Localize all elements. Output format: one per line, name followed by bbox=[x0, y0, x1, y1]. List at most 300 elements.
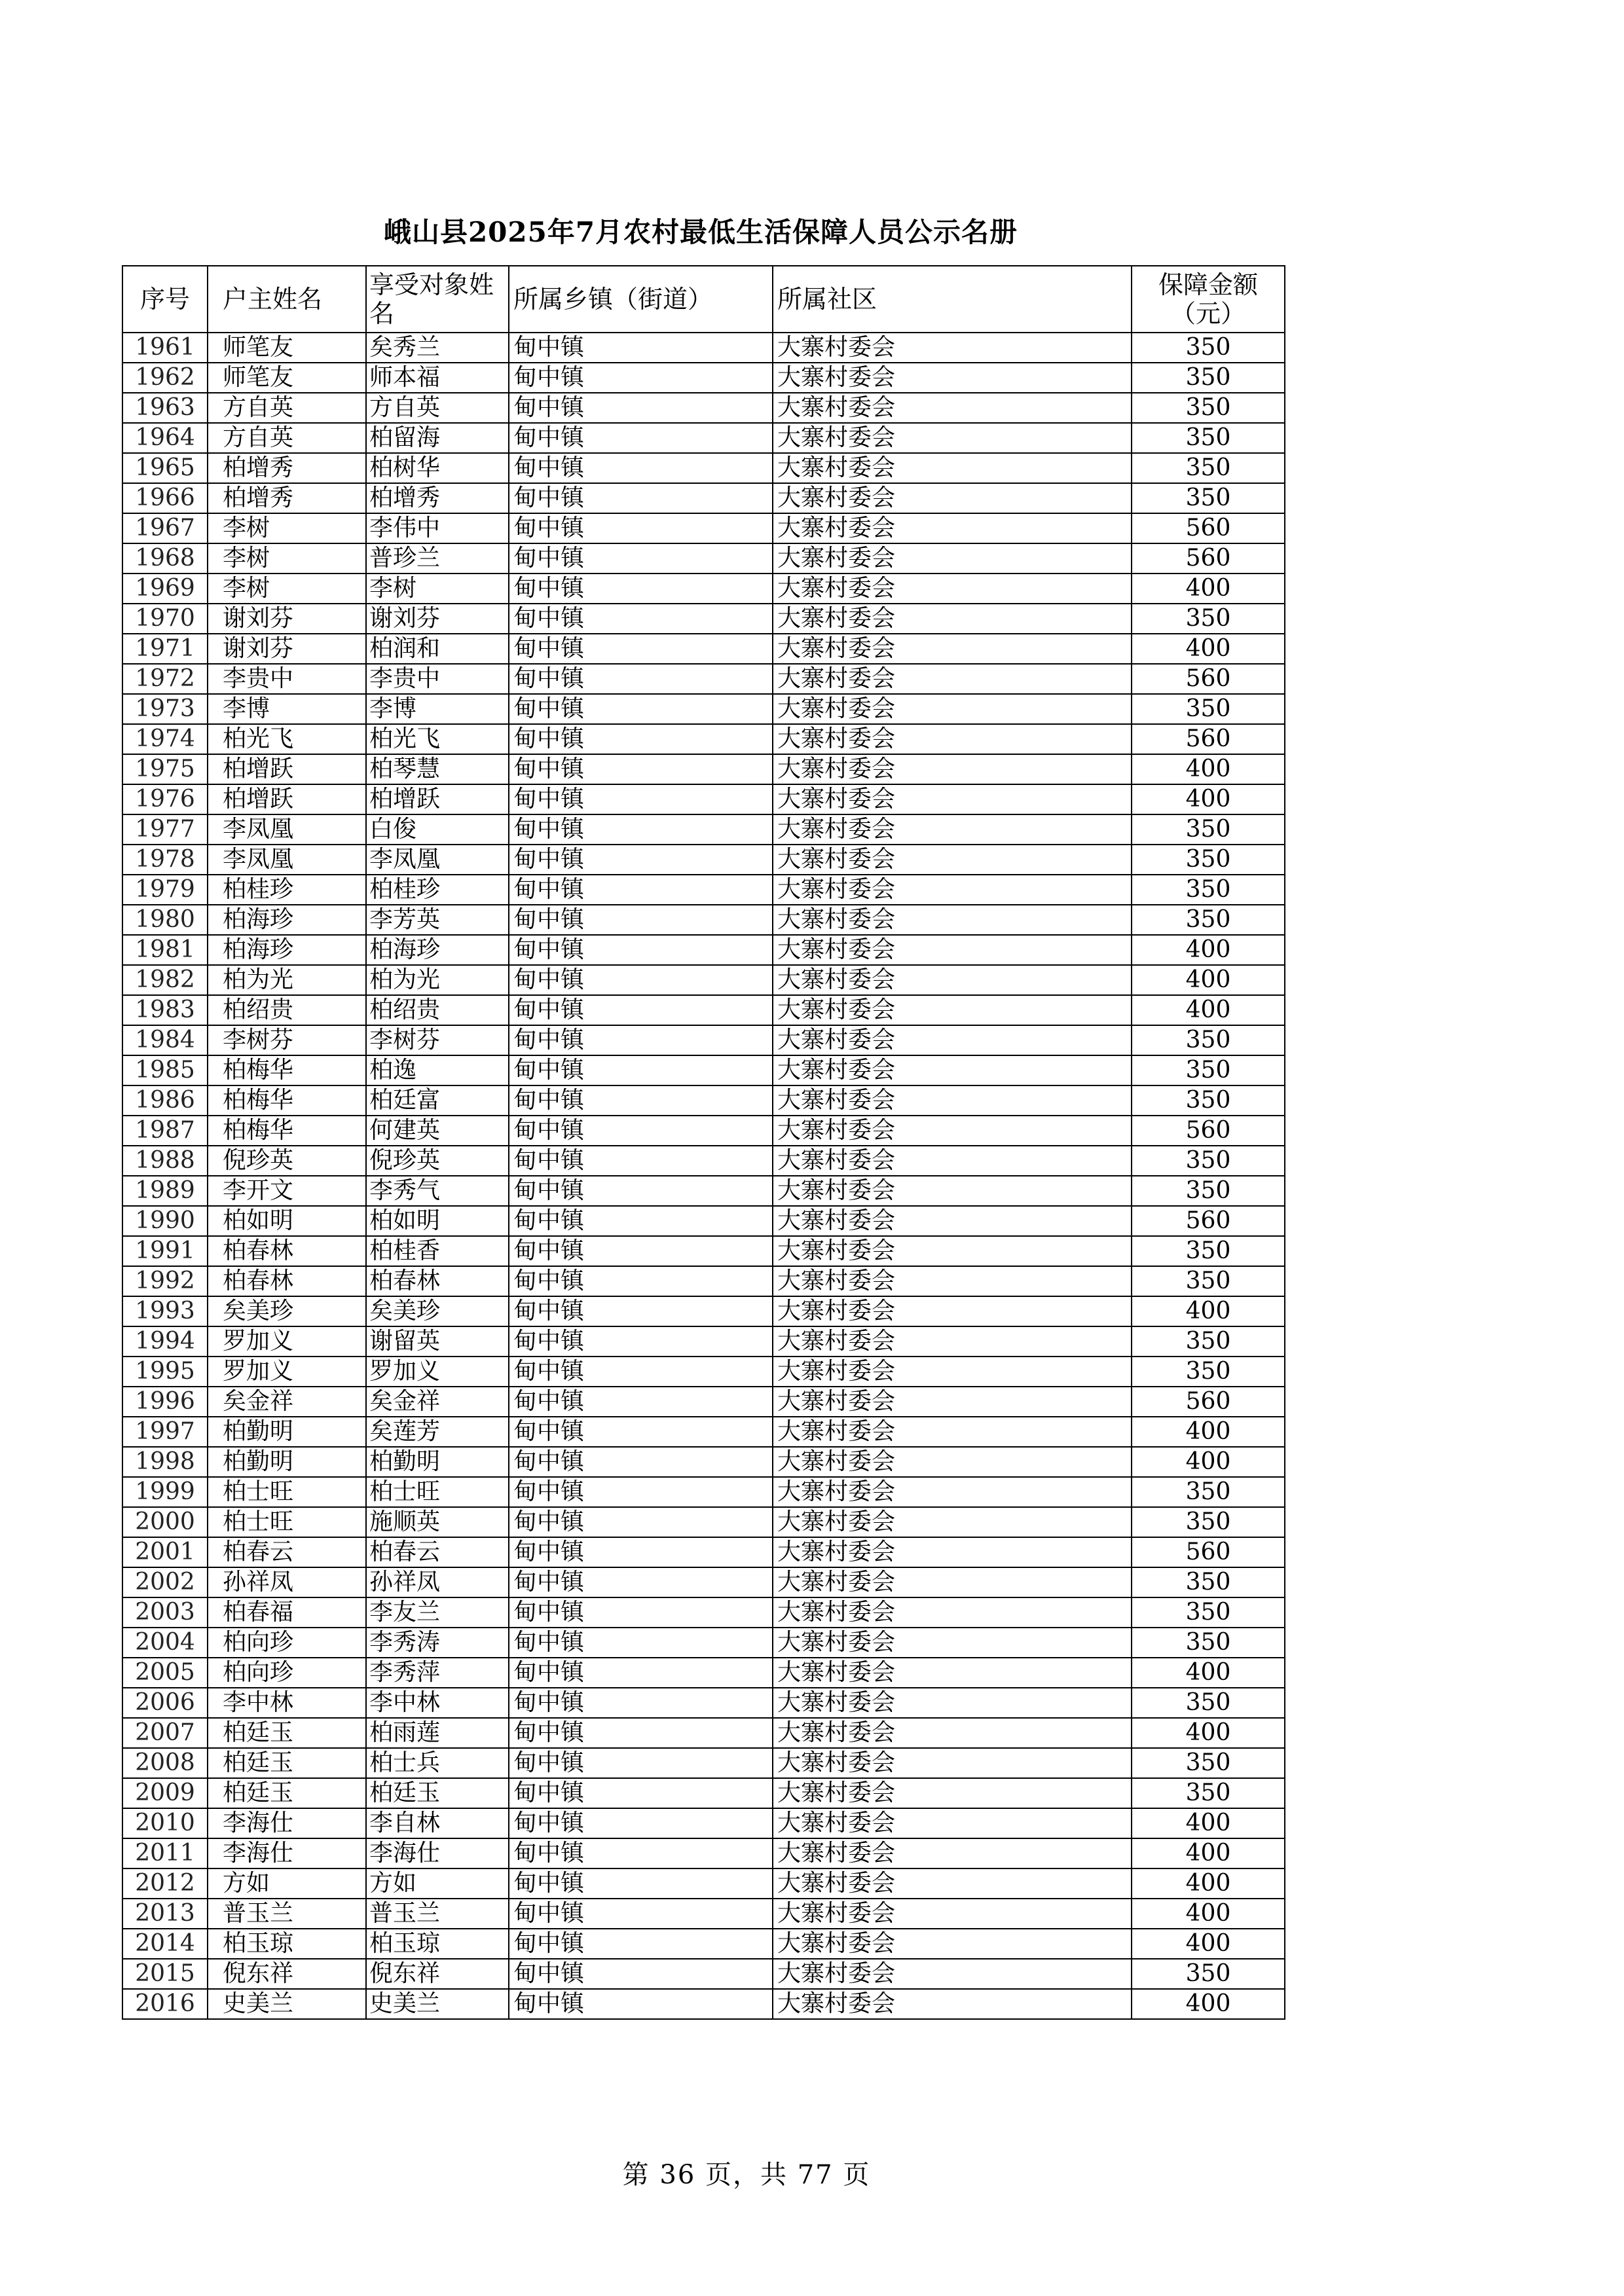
cell-household-head: 柏士旺 bbox=[208, 1507, 366, 1537]
cell-community: 大寨村委会 bbox=[773, 694, 1132, 724]
cell-amount: 350 bbox=[1132, 1326, 1285, 1357]
cell-household-head: 李海仕 bbox=[208, 1838, 366, 1868]
cell-township: 甸中镇 bbox=[509, 1296, 773, 1326]
cell-amount: 350 bbox=[1132, 814, 1285, 845]
cell-household-head: 普玉兰 bbox=[208, 1899, 366, 1929]
table-row bbox=[122, 1989, 1285, 2019]
cell-township: 甸中镇 bbox=[509, 513, 773, 543]
table-row bbox=[122, 1146, 1285, 1176]
cell-township: 甸中镇 bbox=[509, 483, 773, 513]
cell-no: 1966 bbox=[122, 483, 208, 513]
cell-beneficiary: 柏留海 bbox=[366, 423, 509, 453]
cell-amount: 350 bbox=[1132, 423, 1285, 453]
cell-household-head: 李开文 bbox=[208, 1176, 366, 1206]
cell-township: 甸中镇 bbox=[509, 1658, 773, 1688]
cell-amount: 350 bbox=[1132, 1567, 1285, 1597]
cell-township: 甸中镇 bbox=[509, 1537, 773, 1567]
cell-amount: 560 bbox=[1132, 724, 1285, 754]
cell-amount: 350 bbox=[1132, 875, 1285, 905]
cell-community: 大寨村委会 bbox=[773, 423, 1132, 453]
table-row bbox=[122, 845, 1285, 875]
cell-amount: 560 bbox=[1132, 1206, 1285, 1236]
page-title: 峨山县2025年7月农村最低生活保障人员公示名册 bbox=[383, 216, 1018, 248]
cell-community: 大寨村委会 bbox=[773, 1658, 1132, 1688]
cell-beneficiary: 柏逸 bbox=[366, 1055, 509, 1085]
table-row bbox=[122, 905, 1285, 935]
cell-no: 1990 bbox=[122, 1206, 208, 1236]
cell-township: 甸中镇 bbox=[509, 1748, 773, 1778]
cell-community: 大寨村委会 bbox=[773, 724, 1132, 754]
cell-amount: 400 bbox=[1132, 965, 1285, 995]
cell-no: 1970 bbox=[122, 604, 208, 634]
cell-household-head: 柏春林 bbox=[208, 1266, 366, 1296]
cell-community: 大寨村委会 bbox=[773, 845, 1132, 875]
cell-amount: 350 bbox=[1132, 845, 1285, 875]
cell-amount: 400 bbox=[1132, 1868, 1285, 1899]
cell-community: 大寨村委会 bbox=[773, 604, 1132, 634]
cell-beneficiary: 柏士旺 bbox=[366, 1477, 509, 1507]
cell-household-head: 柏士旺 bbox=[208, 1477, 366, 1507]
cell-beneficiary: 柏勤明 bbox=[366, 1447, 509, 1477]
cell-beneficiary: 矣金祥 bbox=[366, 1387, 509, 1417]
table-row bbox=[122, 754, 1285, 784]
cell-amount: 350 bbox=[1132, 1477, 1285, 1507]
cell-township: 甸中镇 bbox=[509, 1989, 773, 2019]
cell-beneficiary: 罗加义 bbox=[366, 1357, 509, 1387]
cell-amount: 350 bbox=[1132, 1778, 1285, 1808]
cell-household-head: 李树 bbox=[208, 513, 366, 543]
cell-beneficiary: 柏士兵 bbox=[366, 1748, 509, 1778]
cell-community: 大寨村委会 bbox=[773, 1688, 1132, 1718]
cell-amount: 350 bbox=[1132, 1055, 1285, 1085]
cell-beneficiary: 柏玉琼 bbox=[366, 1929, 509, 1959]
cell-household-head: 柏梅华 bbox=[208, 1055, 366, 1085]
cell-township: 甸中镇 bbox=[509, 423, 773, 453]
cell-community: 大寨村委会 bbox=[773, 664, 1132, 694]
cell-household-head: 师笔友 bbox=[208, 333, 366, 363]
cell-amount: 350 bbox=[1132, 1748, 1285, 1778]
cell-amount: 560 bbox=[1132, 543, 1285, 574]
cell-household-head: 柏勤明 bbox=[208, 1447, 366, 1477]
cell-township: 甸中镇 bbox=[509, 724, 773, 754]
cell-township: 甸中镇 bbox=[509, 1206, 773, 1236]
cell-community: 大寨村委会 bbox=[773, 1326, 1132, 1357]
cell-township: 甸中镇 bbox=[509, 1477, 773, 1507]
cell-amount: 350 bbox=[1132, 333, 1285, 363]
cell-township: 甸中镇 bbox=[509, 1597, 773, 1628]
cell-no: 1965 bbox=[122, 453, 208, 483]
roster-table bbox=[122, 265, 1285, 2020]
cell-community: 大寨村委会 bbox=[773, 1507, 1132, 1537]
table-row bbox=[122, 1176, 1285, 1206]
table-row bbox=[122, 1718, 1285, 1748]
cell-no: 2009 bbox=[122, 1778, 208, 1808]
cell-amount: 400 bbox=[1132, 935, 1285, 965]
table-body bbox=[122, 333, 1285, 2019]
table-row bbox=[122, 1055, 1285, 1085]
cell-no: 1968 bbox=[122, 543, 208, 574]
cell-amount: 400 bbox=[1132, 1899, 1285, 1929]
cell-household-head: 李海仕 bbox=[208, 1808, 366, 1838]
cell-community: 大寨村委会 bbox=[773, 875, 1132, 905]
cell-beneficiary: 矣美珍 bbox=[366, 1296, 509, 1326]
cell-beneficiary: 李芳英 bbox=[366, 905, 509, 935]
cell-community: 大寨村委会 bbox=[773, 1025, 1132, 1055]
cell-beneficiary: 李友兰 bbox=[366, 1597, 509, 1628]
cell-no: 1994 bbox=[122, 1326, 208, 1357]
cell-household-head: 李树 bbox=[208, 543, 366, 574]
cell-community: 大寨村委会 bbox=[773, 1357, 1132, 1387]
cell-community: 大寨村委会 bbox=[773, 1929, 1132, 1959]
cell-household-head: 柏梅华 bbox=[208, 1116, 366, 1146]
cell-household-head: 方如 bbox=[208, 1868, 366, 1899]
cell-amount: 400 bbox=[1132, 995, 1285, 1025]
table-row bbox=[122, 1959, 1285, 1989]
cell-beneficiary: 何建英 bbox=[366, 1116, 509, 1146]
cell-household-head: 柏海珍 bbox=[208, 935, 366, 965]
cell-beneficiary: 柏春云 bbox=[366, 1537, 509, 1567]
cell-household-head: 谢刘芬 bbox=[208, 604, 366, 634]
cell-no: 1977 bbox=[122, 814, 208, 845]
cell-beneficiary: 谢刘芬 bbox=[366, 604, 509, 634]
table-row bbox=[122, 1537, 1285, 1567]
table-row bbox=[122, 363, 1285, 393]
cell-no: 1969 bbox=[122, 574, 208, 604]
cell-amount: 400 bbox=[1132, 1658, 1285, 1688]
cell-no: 1995 bbox=[122, 1357, 208, 1387]
cell-amount: 400 bbox=[1132, 574, 1285, 604]
table-row bbox=[122, 513, 1285, 543]
cell-community: 大寨村委会 bbox=[773, 363, 1132, 393]
cell-amount: 350 bbox=[1132, 1597, 1285, 1628]
cell-community: 大寨村委会 bbox=[773, 905, 1132, 935]
cell-township: 甸中镇 bbox=[509, 453, 773, 483]
cell-beneficiary: 矣莲芳 bbox=[366, 1417, 509, 1447]
cell-beneficiary: 柏树华 bbox=[366, 453, 509, 483]
cell-amount: 350 bbox=[1132, 1628, 1285, 1658]
cell-township: 甸中镇 bbox=[509, 694, 773, 724]
table-row bbox=[122, 664, 1285, 694]
header-no: 序号 bbox=[122, 266, 208, 333]
cell-no: 1976 bbox=[122, 784, 208, 814]
cell-amount: 350 bbox=[1132, 905, 1285, 935]
page-footer: 第 36 页，共 77 页 bbox=[622, 2160, 871, 2190]
cell-no: 2013 bbox=[122, 1899, 208, 1929]
cell-amount: 350 bbox=[1132, 1085, 1285, 1116]
cell-beneficiary: 李秀气 bbox=[366, 1176, 509, 1206]
cell-household-head: 柏玉琼 bbox=[208, 1929, 366, 1959]
cell-no: 1963 bbox=[122, 393, 208, 423]
cell-household-head: 柏向珍 bbox=[208, 1628, 366, 1658]
cell-household-head: 柏光飞 bbox=[208, 724, 366, 754]
cell-beneficiary: 孙祥凤 bbox=[366, 1567, 509, 1597]
cell-amount: 350 bbox=[1132, 1236, 1285, 1266]
cell-community: 大寨村委会 bbox=[773, 1387, 1132, 1417]
table-row bbox=[122, 1899, 1285, 1929]
table-row bbox=[122, 1357, 1285, 1387]
cell-township: 甸中镇 bbox=[509, 814, 773, 845]
cell-beneficiary: 师本福 bbox=[366, 363, 509, 393]
cell-community: 大寨村委会 bbox=[773, 634, 1132, 664]
table-header bbox=[122, 266, 1285, 333]
cell-township: 甸中镇 bbox=[509, 845, 773, 875]
cell-household-head: 柏为光 bbox=[208, 965, 366, 995]
table-row bbox=[122, 543, 1285, 574]
cell-household-head: 李凤凰 bbox=[208, 814, 366, 845]
cell-amount: 350 bbox=[1132, 1025, 1285, 1055]
cell-community: 大寨村委会 bbox=[773, 1296, 1132, 1326]
cell-no: 2005 bbox=[122, 1658, 208, 1688]
cell-community: 大寨村委会 bbox=[773, 1778, 1132, 1808]
table-row bbox=[122, 483, 1285, 513]
header-household-head: 户主姓名 bbox=[208, 266, 366, 333]
cell-amount: 350 bbox=[1132, 694, 1285, 724]
table-row bbox=[122, 1387, 1285, 1417]
cell-township: 甸中镇 bbox=[509, 333, 773, 363]
cell-amount: 400 bbox=[1132, 1838, 1285, 1868]
cell-beneficiary: 李秀萍 bbox=[366, 1658, 509, 1688]
cell-amount: 350 bbox=[1132, 453, 1285, 483]
cell-amount: 350 bbox=[1132, 1959, 1285, 1989]
table-row bbox=[122, 1206, 1285, 1236]
cell-no: 1989 bbox=[122, 1176, 208, 1206]
cell-household-head: 师笔友 bbox=[208, 363, 366, 393]
cell-beneficiary: 柏增跃 bbox=[366, 784, 509, 814]
cell-township: 甸中镇 bbox=[509, 1808, 773, 1838]
cell-household-head: 柏梅华 bbox=[208, 1085, 366, 1116]
cell-amount: 350 bbox=[1132, 1688, 1285, 1718]
cell-beneficiary: 柏绍贵 bbox=[366, 995, 509, 1025]
cell-amount: 560 bbox=[1132, 1387, 1285, 1417]
cell-household-head: 柏增秀 bbox=[208, 453, 366, 483]
cell-no: 1985 bbox=[122, 1055, 208, 1085]
cell-beneficiary: 普珍兰 bbox=[366, 543, 509, 574]
cell-beneficiary: 柏海珍 bbox=[366, 935, 509, 965]
table-row bbox=[122, 1266, 1285, 1296]
cell-household-head: 柏增跃 bbox=[208, 754, 366, 784]
cell-no: 2007 bbox=[122, 1718, 208, 1748]
cell-no: 1981 bbox=[122, 935, 208, 965]
cell-household-head: 李树芬 bbox=[208, 1025, 366, 1055]
cell-beneficiary: 白俊 bbox=[366, 814, 509, 845]
cell-household-head: 矣金祥 bbox=[208, 1387, 366, 1417]
table-row bbox=[122, 1748, 1285, 1778]
cell-community: 大寨村委会 bbox=[773, 453, 1132, 483]
cell-amount: 560 bbox=[1132, 1116, 1285, 1146]
cell-community: 大寨村委会 bbox=[773, 1567, 1132, 1597]
cell-community: 大寨村委会 bbox=[773, 1808, 1132, 1838]
cell-beneficiary: 史美兰 bbox=[366, 1989, 509, 2019]
cell-household-head: 柏廷玉 bbox=[208, 1748, 366, 1778]
cell-township: 甸中镇 bbox=[509, 664, 773, 694]
cell-no: 1992 bbox=[122, 1266, 208, 1296]
cell-community: 大寨村委会 bbox=[773, 1176, 1132, 1206]
cell-community: 大寨村委会 bbox=[773, 1477, 1132, 1507]
cell-beneficiary: 李凤凰 bbox=[366, 845, 509, 875]
cell-beneficiary: 柏桂珍 bbox=[366, 875, 509, 905]
cell-amount: 350 bbox=[1132, 604, 1285, 634]
cell-township: 甸中镇 bbox=[509, 905, 773, 935]
cell-no: 1986 bbox=[122, 1085, 208, 1116]
table-row bbox=[122, 965, 1285, 995]
cell-township: 甸中镇 bbox=[509, 1718, 773, 1748]
table-row bbox=[122, 875, 1285, 905]
cell-no: 1967 bbox=[122, 513, 208, 543]
cell-community: 大寨村委会 bbox=[773, 1447, 1132, 1477]
cell-community: 大寨村委会 bbox=[773, 754, 1132, 784]
cell-beneficiary: 柏廷玉 bbox=[366, 1778, 509, 1808]
cell-community: 大寨村委会 bbox=[773, 1989, 1132, 2019]
table-row bbox=[122, 1025, 1285, 1055]
cell-amount: 400 bbox=[1132, 1296, 1285, 1326]
table-row bbox=[122, 1567, 1285, 1597]
cell-no: 1980 bbox=[122, 905, 208, 935]
cell-amount: 400 bbox=[1132, 1718, 1285, 1748]
cell-township: 甸中镇 bbox=[509, 1959, 773, 1989]
cell-beneficiary: 倪珍英 bbox=[366, 1146, 509, 1176]
cell-no: 1962 bbox=[122, 363, 208, 393]
cell-beneficiary: 方如 bbox=[366, 1868, 509, 1899]
cell-community: 大寨村委会 bbox=[773, 543, 1132, 574]
cell-township: 甸中镇 bbox=[509, 1628, 773, 1658]
cell-community: 大寨村委会 bbox=[773, 1055, 1132, 1085]
cell-no: 2001 bbox=[122, 1537, 208, 1567]
header-amount: 保障金额（元） bbox=[1132, 266, 1285, 333]
cell-community: 大寨村委会 bbox=[773, 513, 1132, 543]
cell-no: 1983 bbox=[122, 995, 208, 1025]
cell-township: 甸中镇 bbox=[509, 1357, 773, 1387]
cell-township: 甸中镇 bbox=[509, 1176, 773, 1206]
cell-township: 甸中镇 bbox=[509, 363, 773, 393]
cell-no: 2006 bbox=[122, 1688, 208, 1718]
cell-amount: 350 bbox=[1132, 363, 1285, 393]
cell-household-head: 谢刘芬 bbox=[208, 634, 366, 664]
cell-township: 甸中镇 bbox=[509, 1507, 773, 1537]
cell-amount: 350 bbox=[1132, 483, 1285, 513]
header-township: 所属乡镇（街道） bbox=[509, 266, 773, 333]
cell-beneficiary: 柏廷富 bbox=[366, 1085, 509, 1116]
table-row bbox=[122, 995, 1285, 1025]
cell-no: 1971 bbox=[122, 634, 208, 664]
cell-township: 甸中镇 bbox=[509, 1146, 773, 1176]
table-row bbox=[122, 1808, 1285, 1838]
cell-household-head: 柏春云 bbox=[208, 1537, 366, 1567]
cell-township: 甸中镇 bbox=[509, 1447, 773, 1477]
cell-township: 甸中镇 bbox=[509, 1567, 773, 1597]
table-row bbox=[122, 694, 1285, 724]
table-row bbox=[122, 1236, 1285, 1266]
cell-amount: 400 bbox=[1132, 634, 1285, 664]
cell-beneficiary: 谢留英 bbox=[366, 1326, 509, 1357]
cell-township: 甸中镇 bbox=[509, 1838, 773, 1868]
cell-no: 1999 bbox=[122, 1477, 208, 1507]
cell-township: 甸中镇 bbox=[509, 1326, 773, 1357]
cell-no: 2000 bbox=[122, 1507, 208, 1537]
cell-beneficiary: 柏增秀 bbox=[366, 483, 509, 513]
cell-no: 1961 bbox=[122, 333, 208, 363]
cell-community: 大寨村委会 bbox=[773, 1718, 1132, 1748]
cell-household-head: 方自英 bbox=[208, 393, 366, 423]
cell-amount: 350 bbox=[1132, 1266, 1285, 1296]
cell-household-head: 柏勤明 bbox=[208, 1417, 366, 1447]
cell-community: 大寨村委会 bbox=[773, 814, 1132, 845]
cell-amount: 400 bbox=[1132, 1989, 1285, 2019]
cell-no: 2012 bbox=[122, 1868, 208, 1899]
cell-household-head: 柏桂珍 bbox=[208, 875, 366, 905]
cell-no: 1974 bbox=[122, 724, 208, 754]
cell-community: 大寨村委会 bbox=[773, 1266, 1132, 1296]
cell-township: 甸中镇 bbox=[509, 965, 773, 995]
cell-community: 大寨村委会 bbox=[773, 1597, 1132, 1628]
cell-amount: 400 bbox=[1132, 1447, 1285, 1477]
table-row bbox=[122, 724, 1285, 754]
cell-amount: 400 bbox=[1132, 754, 1285, 784]
cell-no: 2004 bbox=[122, 1628, 208, 1658]
cell-beneficiary: 普玉兰 bbox=[366, 1899, 509, 1929]
cell-community: 大寨村委会 bbox=[773, 393, 1132, 423]
cell-beneficiary: 柏为光 bbox=[366, 965, 509, 995]
cell-household-head: 柏绍贵 bbox=[208, 995, 366, 1025]
cell-household-head: 李贵中 bbox=[208, 664, 366, 694]
header-row bbox=[122, 266, 1285, 333]
cell-no: 1997 bbox=[122, 1417, 208, 1447]
table-row bbox=[122, 1658, 1285, 1688]
cell-township: 甸中镇 bbox=[509, 995, 773, 1025]
cell-beneficiary: 柏光飞 bbox=[366, 724, 509, 754]
cell-no: 1988 bbox=[122, 1146, 208, 1176]
cell-township: 甸中镇 bbox=[509, 574, 773, 604]
cell-township: 甸中镇 bbox=[509, 1236, 773, 1266]
cell-household-head: 柏如明 bbox=[208, 1206, 366, 1236]
cell-no: 2002 bbox=[122, 1567, 208, 1597]
cell-household-head: 李树 bbox=[208, 574, 366, 604]
cell-beneficiary: 矣秀兰 bbox=[366, 333, 509, 363]
table-row bbox=[122, 1688, 1285, 1718]
cell-community: 大寨村委会 bbox=[773, 965, 1132, 995]
cell-no: 1991 bbox=[122, 1236, 208, 1266]
cell-no: 1987 bbox=[122, 1116, 208, 1146]
cell-community: 大寨村委会 bbox=[773, 1748, 1132, 1778]
cell-household-head: 柏廷玉 bbox=[208, 1778, 366, 1808]
cell-community: 大寨村委会 bbox=[773, 995, 1132, 1025]
cell-household-head: 柏春林 bbox=[208, 1236, 366, 1266]
cell-beneficiary: 柏桂香 bbox=[366, 1236, 509, 1266]
cell-township: 甸中镇 bbox=[509, 1025, 773, 1055]
cell-no: 2016 bbox=[122, 1989, 208, 2019]
cell-township: 甸中镇 bbox=[509, 1929, 773, 1959]
table-row bbox=[122, 423, 1285, 453]
cell-household-head: 柏向珍 bbox=[208, 1658, 366, 1688]
cell-amount: 400 bbox=[1132, 1417, 1285, 1447]
cell-township: 甸中镇 bbox=[509, 634, 773, 664]
cell-township: 甸中镇 bbox=[509, 1116, 773, 1146]
table-row bbox=[122, 1597, 1285, 1628]
cell-beneficiary: 李中林 bbox=[366, 1688, 509, 1718]
table-row bbox=[122, 1868, 1285, 1899]
cell-beneficiary: 李秀涛 bbox=[366, 1628, 509, 1658]
table-row bbox=[122, 1447, 1285, 1477]
cell-amount: 400 bbox=[1132, 1929, 1285, 1959]
cell-household-head: 李中林 bbox=[208, 1688, 366, 1718]
cell-township: 甸中镇 bbox=[509, 1868, 773, 1899]
table-row bbox=[122, 634, 1285, 664]
cell-amount: 350 bbox=[1132, 1507, 1285, 1537]
cell-no: 1993 bbox=[122, 1296, 208, 1326]
cell-community: 大寨村委会 bbox=[773, 333, 1132, 363]
cell-no: 2008 bbox=[122, 1748, 208, 1778]
cell-community: 大寨村委会 bbox=[773, 483, 1132, 513]
cell-household-head: 柏增秀 bbox=[208, 483, 366, 513]
